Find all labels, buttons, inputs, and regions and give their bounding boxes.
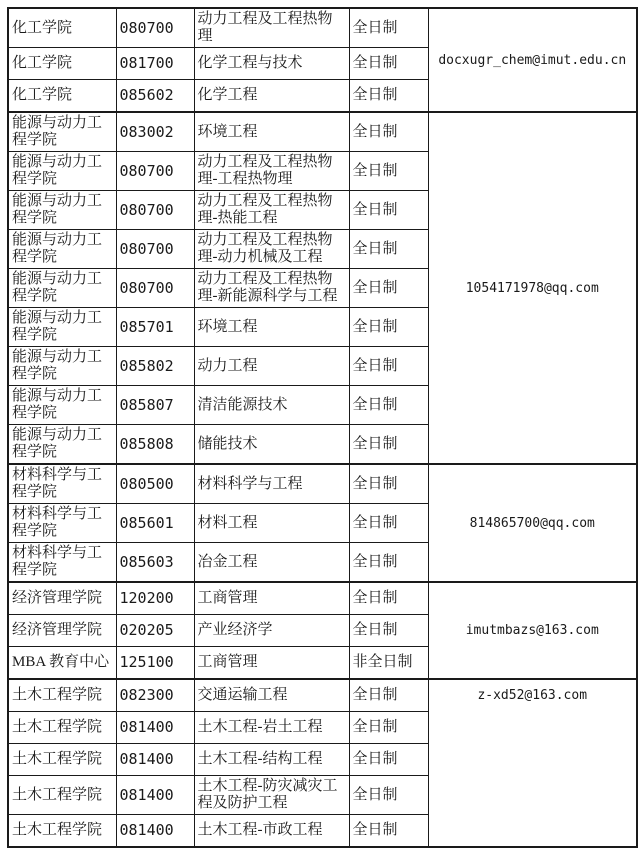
mode-cell: 全日制 bbox=[349, 776, 428, 815]
mode-cell: 全日制 bbox=[349, 582, 428, 615]
admissions-table-body bbox=[8, 8, 637, 847]
email-cell: 814865700@qq.com bbox=[428, 464, 637, 582]
college-cell: 能源与动力工程学院 bbox=[8, 425, 116, 465]
program-cell: 工商管理 bbox=[194, 647, 349, 680]
college-cell: 土木工程学院 bbox=[8, 712, 116, 744]
program-cell: 环境工程 bbox=[194, 112, 349, 152]
mode-cell: 全日制 bbox=[349, 712, 428, 744]
program-cell: 土木工程-岩土工程 bbox=[194, 712, 349, 744]
program-cell: 土木工程-市政工程 bbox=[194, 815, 349, 848]
code-cell: 085602 bbox=[116, 80, 194, 113]
code-cell: 085802 bbox=[116, 347, 194, 386]
code-cell: 080700 bbox=[116, 152, 194, 191]
program-cell: 动力工程及工程热物理 bbox=[194, 8, 349, 48]
college-cell: 能源与动力工程学院 bbox=[8, 112, 116, 152]
college-cell: 化工学院 bbox=[8, 8, 116, 48]
table-row bbox=[8, 112, 637, 152]
college-cell: 能源与动力工程学院 bbox=[8, 191, 116, 230]
program-cell: 环境工程 bbox=[194, 308, 349, 347]
program-cell: 储能技术 bbox=[194, 425, 349, 465]
code-cell: 082300 bbox=[116, 679, 194, 712]
program-cell: 产业经济学 bbox=[194, 615, 349, 647]
code-cell: 120200 bbox=[116, 582, 194, 615]
code-cell: 085601 bbox=[116, 504, 194, 543]
email-cell: z-xd52@163.com bbox=[428, 679, 637, 847]
program-cell: 材料工程 bbox=[194, 504, 349, 543]
table-row bbox=[8, 582, 637, 615]
college-cell: 能源与动力工程学院 bbox=[8, 308, 116, 347]
admissions-table bbox=[7, 7, 638, 848]
code-cell: 085808 bbox=[116, 425, 194, 465]
college-cell: 能源与动力工程学院 bbox=[8, 230, 116, 269]
program-cell: 化学工程 bbox=[194, 80, 349, 113]
college-cell: 土木工程学院 bbox=[8, 815, 116, 848]
program-cell: 动力工程及工程热物理-热能工程 bbox=[194, 191, 349, 230]
program-cell: 清洁能源技术 bbox=[194, 386, 349, 425]
program-cell: 交通运输工程 bbox=[194, 679, 349, 712]
mode-cell: 全日制 bbox=[349, 504, 428, 543]
email-cell: docxugr_chem@imut.edu.cn bbox=[428, 8, 637, 112]
code-cell: 081400 bbox=[116, 744, 194, 776]
mode-cell: 全日制 bbox=[349, 152, 428, 191]
code-cell: 080700 bbox=[116, 8, 194, 48]
mode-cell: 全日制 bbox=[349, 425, 428, 465]
college-cell: MBA 教育中心 bbox=[8, 647, 116, 680]
program-cell: 工商管理 bbox=[194, 582, 349, 615]
mode-cell: 全日制 bbox=[349, 815, 428, 848]
code-cell: 080700 bbox=[116, 269, 194, 308]
code-cell: 080700 bbox=[116, 230, 194, 269]
program-cell: 冶金工程 bbox=[194, 543, 349, 583]
program-cell: 动力工程及工程热物理-动力机械及工程 bbox=[194, 230, 349, 269]
college-cell: 土木工程学院 bbox=[8, 776, 116, 815]
program-cell: 土木工程-结构工程 bbox=[194, 744, 349, 776]
college-cell: 材料科学与工程学院 bbox=[8, 464, 116, 504]
mode-cell: 非全日制 bbox=[349, 647, 428, 680]
mode-cell: 全日制 bbox=[349, 8, 428, 48]
college-cell: 土木工程学院 bbox=[8, 744, 116, 776]
email-cell: 1054171978@qq.com bbox=[428, 112, 637, 464]
college-cell: 经济管理学院 bbox=[8, 615, 116, 647]
table-row bbox=[8, 8, 637, 48]
mode-cell: 全日制 bbox=[349, 48, 428, 80]
mode-cell: 全日制 bbox=[349, 543, 428, 583]
program-cell: 土木工程-防灾减灾工程及防护工程 bbox=[194, 776, 349, 815]
code-cell: 080700 bbox=[116, 191, 194, 230]
code-cell: 081400 bbox=[116, 712, 194, 744]
mode-cell: 全日制 bbox=[349, 464, 428, 504]
program-cell: 动力工程及工程热物理-新能源科学与工程 bbox=[194, 269, 349, 308]
college-cell: 土木工程学院 bbox=[8, 679, 116, 712]
code-cell: 020205 bbox=[116, 615, 194, 647]
college-cell: 能源与动力工程学院 bbox=[8, 152, 116, 191]
college-cell: 化工学院 bbox=[8, 80, 116, 113]
code-cell: 125100 bbox=[116, 647, 194, 680]
email-cell: imutmbazs@163.com bbox=[428, 582, 637, 679]
mode-cell: 全日制 bbox=[349, 269, 428, 308]
mode-cell: 全日制 bbox=[349, 744, 428, 776]
code-cell: 085603 bbox=[116, 543, 194, 583]
table-row bbox=[8, 679, 637, 712]
college-cell: 化工学院 bbox=[8, 48, 116, 80]
code-cell: 085807 bbox=[116, 386, 194, 425]
program-cell: 材料科学与工程 bbox=[194, 464, 349, 504]
college-cell: 能源与动力工程学院 bbox=[8, 269, 116, 308]
college-cell: 材料科学与工程学院 bbox=[8, 504, 116, 543]
program-cell: 动力工程及工程热物理-工程热物理 bbox=[194, 152, 349, 191]
mode-cell: 全日制 bbox=[349, 679, 428, 712]
mode-cell: 全日制 bbox=[349, 230, 428, 269]
code-cell: 085701 bbox=[116, 308, 194, 347]
mode-cell: 全日制 bbox=[349, 191, 428, 230]
program-cell: 动力工程 bbox=[194, 347, 349, 386]
program-cell: 化学工程与技术 bbox=[194, 48, 349, 80]
code-cell: 080500 bbox=[116, 464, 194, 504]
table-row bbox=[8, 464, 637, 504]
code-cell: 081400 bbox=[116, 776, 194, 815]
code-cell: 083002 bbox=[116, 112, 194, 152]
mode-cell: 全日制 bbox=[349, 386, 428, 425]
college-cell: 能源与动力工程学院 bbox=[8, 347, 116, 386]
mode-cell: 全日制 bbox=[349, 80, 428, 113]
college-cell: 经济管理学院 bbox=[8, 582, 116, 615]
mode-cell: 全日制 bbox=[349, 347, 428, 386]
code-cell: 081400 bbox=[116, 815, 194, 848]
college-cell: 能源与动力工程学院 bbox=[8, 386, 116, 425]
college-cell: 材料科学与工程学院 bbox=[8, 543, 116, 583]
code-cell: 081700 bbox=[116, 48, 194, 80]
mode-cell: 全日制 bbox=[349, 308, 428, 347]
mode-cell: 全日制 bbox=[349, 615, 428, 647]
mode-cell: 全日制 bbox=[349, 112, 428, 152]
